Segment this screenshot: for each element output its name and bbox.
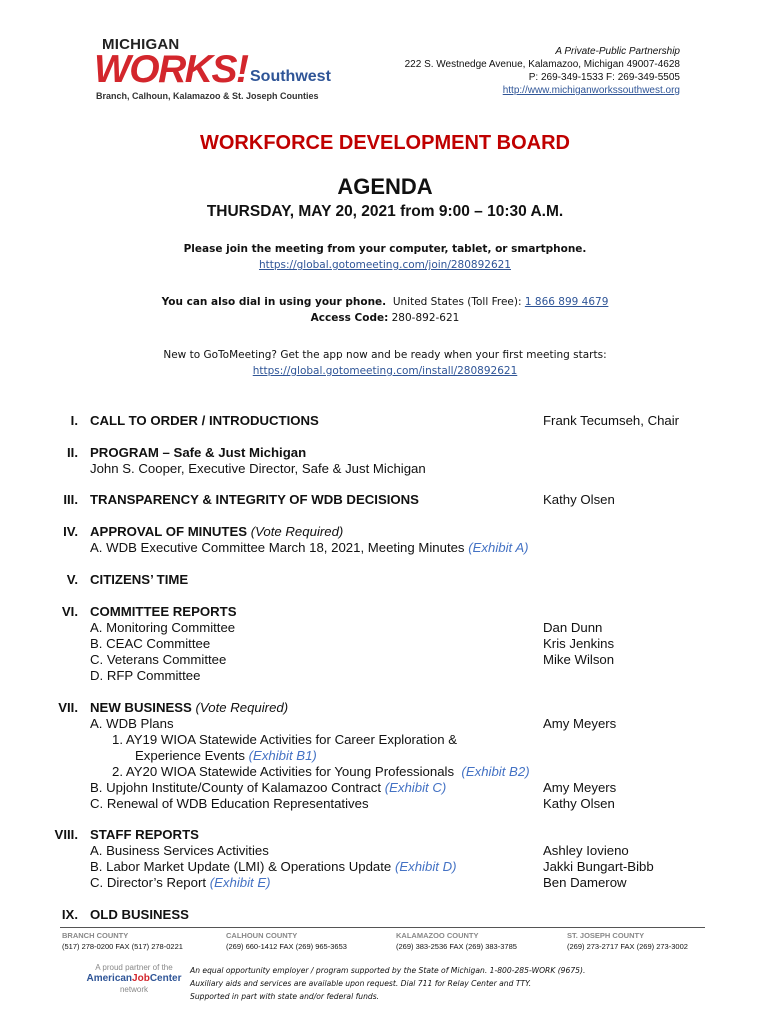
dial-bold-text: You can also dial in using your phone.: [161, 296, 387, 308]
county-name: CALHOUN COUNTY: [226, 931, 298, 940]
item-number: III.: [63, 492, 78, 507]
item-number: V.: [66, 572, 78, 587]
footer-divider: [60, 927, 705, 928]
presenter: Kris Jenkins: [543, 636, 615, 651]
item-number: VI.: [61, 604, 78, 619]
item-title: [90, 524, 343, 540]
subitem: A. Monitoring Committee: [90, 620, 236, 635]
subitem: [90, 875, 271, 891]
letterhead-address-block: [405, 45, 680, 97]
subitem-text: B. Upjohn Institute/County of Kalamazoo Contract: [90, 780, 382, 795]
presenter: Frank Tecumseh, Chair: [543, 413, 680, 428]
county-phones: (517) 278-0200 FAX (517) 278-0221: [62, 942, 183, 951]
join-url-link[interactable]: https://global.gotomeeting.com/join/280892621: [258, 259, 511, 271]
item-title-text: NEW BUSINESS: [90, 700, 192, 715]
new-user-text: New to GoToMeeting? Get the app now and be ready when your first meeting starts:: [163, 349, 607, 361]
county-name: ST. JOSEPH COUNTY: [567, 931, 645, 940]
street-address: 222 S. Westnedge Avenue, Kalamazoo, Michigan 49007-4628: [404, 59, 680, 70]
exhibit-link[interactable]: (Exhibit A): [468, 540, 529, 555]
board-title: WORKFORCE DEVELOPMENT BOARD: [200, 132, 570, 154]
ajc-partner-text: A proud partner of the: [95, 963, 173, 972]
eeo-line: An equal opportunity employer / program supported by the State of Michigan. 1-800-285-WORK (9675).: [190, 966, 586, 975]
exhibit-link[interactable]: (Exhibit B1): [248, 748, 317, 763]
presenter: Dan Dunn: [543, 620, 603, 635]
item-number: VIII.: [54, 827, 78, 842]
subitem: A. Business Services Activities: [90, 843, 269, 858]
ajc-network-text: network: [119, 985, 148, 994]
subitem: B. CEAC Committee: [90, 636, 211, 651]
subitem: [90, 540, 529, 556]
footer-county-calhoun: [226, 930, 347, 952]
presenter: Jakki Bungart-Bibb: [543, 859, 654, 874]
subitem: C. Veterans Committee: [90, 652, 227, 667]
footer-county-st-joseph: [567, 930, 688, 952]
item-title: CITIZENS’ TIME: [90, 572, 189, 587]
subitem-text: A. WDB Executive Committee March 18, 2021, Meeting Minutes: [90, 540, 465, 555]
item-number: I.: [70, 413, 78, 428]
subsubitem: [112, 764, 530, 780]
agenda-title: AGENDA: [337, 174, 433, 199]
vote-required-note: (Vote Required): [195, 700, 289, 715]
item-title: CALL TO ORDER / INTRODUCTIONS: [90, 413, 319, 428]
item-title: PROGRAM – Safe & Just Michigan: [90, 445, 307, 460]
ajc-job: Job: [132, 973, 150, 984]
item-title: STAFF REPORTS: [90, 827, 199, 842]
eeo-line: Supported in part with state and/or federal funds.: [190, 992, 380, 1001]
item-detail: John S. Cooper, Executive Director, Safe & Just Michigan: [90, 461, 426, 476]
subsubitem-text: 2. AY20 WIOA Statewide Activities for Young Professionals: [112, 764, 455, 779]
presenter: Kathy Olsen: [543, 796, 615, 811]
dial-in-instructions: [0, 294, 770, 326]
subitem: [90, 780, 446, 796]
ajc-center: Center: [149, 973, 182, 984]
presenter: Kathy Olsen: [543, 492, 615, 507]
ajc-brand: [84, 973, 184, 984]
logo-southwest-text: Southwest: [250, 68, 331, 85]
exhibit-link[interactable]: (Exhibit E): [209, 875, 271, 890]
american-job-center-logo: [84, 962, 184, 995]
exhibit-link[interactable]: (Exhibit B2): [461, 764, 530, 779]
subitem: D. RFP Committee: [90, 668, 201, 683]
logo-works-text: WORKS!: [94, 48, 248, 91]
logo-counties-text: Branch, Calhoun, Kalamazoo & St. Joseph Counties: [96, 91, 319, 101]
item-title-text: APPROVAL OF MINUTES: [90, 524, 248, 539]
presenter: Ashley Iovieno: [543, 843, 629, 858]
phone-fax: P: 269-349-1533 F: 269-349-5505: [528, 72, 680, 83]
dial-number-link[interactable]: 1 866 899 4679: [524, 296, 609, 308]
access-code: 280-892-621: [391, 312, 460, 324]
vote-required-note: (Vote Required): [250, 524, 344, 539]
subsubitem-text: Experience Events: [135, 748, 245, 763]
michigan-works-logo: [92, 34, 342, 104]
presenter: Amy Meyers: [543, 716, 617, 731]
presenter: Mike Wilson: [543, 652, 615, 667]
exhibit-link[interactable]: (Exhibit C): [384, 780, 447, 795]
item-title: [90, 700, 288, 716]
item-title: OLD BUSINESS: [90, 907, 189, 922]
item-title: TRANSPARENCY & INTEGRITY OF WDB DECISIONS: [90, 492, 419, 507]
footer-county-branch: [62, 930, 183, 952]
install-instructions: [0, 347, 770, 379]
county-name: KALAMAZOO COUNTY: [396, 931, 479, 940]
meeting-date: THURSDAY, MAY 20, 2021 from 9:00 – 10:30 A.M.: [206, 203, 564, 220]
ajc-american: American: [86, 973, 133, 984]
subitem: A. WDB Plans: [90, 716, 174, 731]
website-link[interactable]: http://www.michiganworkssouthwest.org: [502, 85, 680, 96]
logo-michigan-text: MICHIGAN: [102, 36, 180, 53]
presenter: Amy Meyers: [543, 780, 617, 795]
item-title: COMMITTEE REPORTS: [90, 604, 237, 619]
eeo-line: Auxiliary aids and services are available upon request. Dial 711 for Relay Center and TTY.: [190, 979, 532, 988]
county-phones: (269) 660-1412 FAX (269) 965-3653: [226, 942, 347, 951]
subsubitem: 1. AY19 WIOA Statewide Activities for Career Exploration &: [112, 732, 457, 747]
join-instructions: [0, 241, 770, 273]
dial-text: United States (Toll Free):: [392, 296, 522, 308]
subitem: [90, 859, 457, 875]
item-number: IV.: [63, 524, 78, 539]
subitem: C. Renewal of WDB Education Representatives: [90, 796, 369, 811]
county-phones: (269) 273-2717 FAX (269) 273-3002: [567, 942, 688, 951]
county-name: BRANCH COUNTY: [62, 931, 129, 940]
presenter: Ben Damerow: [543, 875, 627, 890]
item-number: IX.: [61, 907, 78, 922]
subitem-text: C. Director’s Report: [90, 875, 207, 890]
eeo-statement: [190, 964, 585, 1003]
exhibit-link[interactable]: (Exhibit D): [394, 859, 457, 874]
item-number: II.: [67, 445, 78, 460]
county-phones: (269) 383-2536 FAX (269) 383-3785: [396, 942, 517, 951]
join-text: Please join the meeting from your computer, tablet, or smartphone.: [183, 243, 587, 255]
footer-county-kalamazoo: [396, 930, 517, 952]
subitem-text: B. Labor Market Update (LMI) & Operations Update: [90, 859, 392, 874]
subsubitem-continued: [135, 748, 317, 764]
tagline: A Private-Public Partnership: [555, 46, 680, 57]
access-code-label: Access Code:: [310, 312, 389, 324]
install-url-link[interactable]: https://global.gotomeeting.com/install/280892621: [252, 365, 518, 377]
item-number: VII.: [58, 700, 78, 715]
